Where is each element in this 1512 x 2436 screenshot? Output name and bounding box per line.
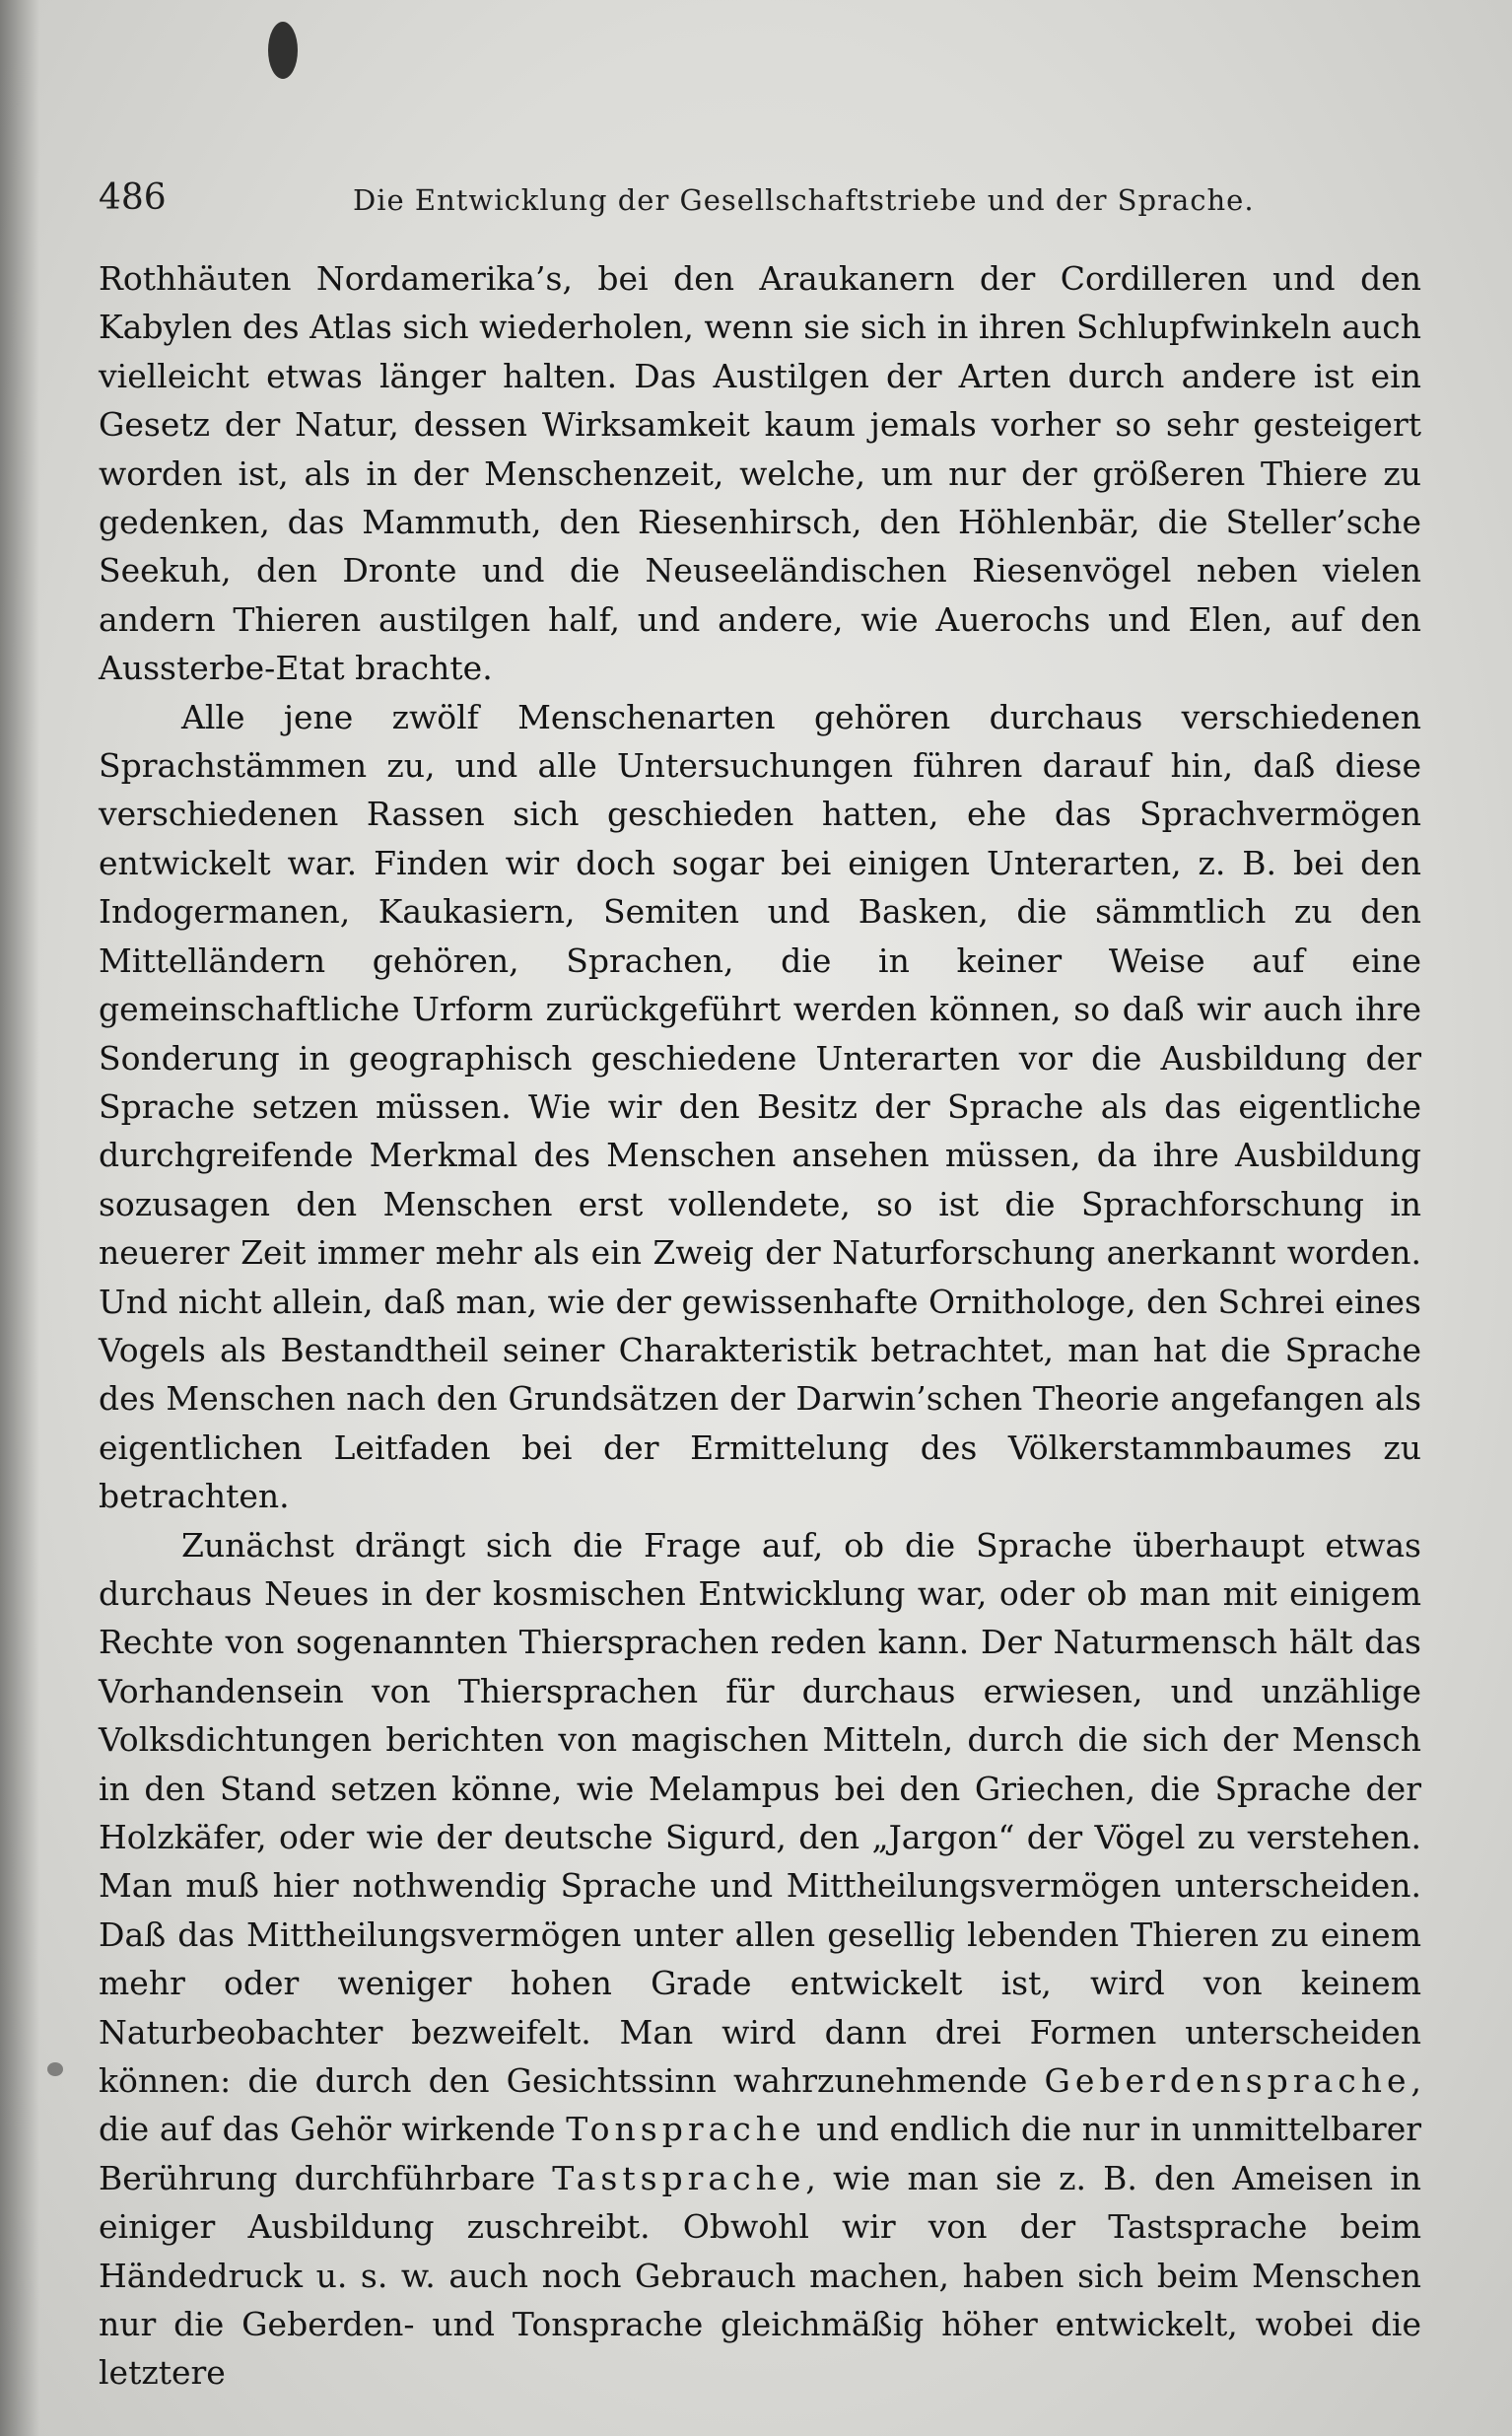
emphasized-term: Geberdensprache [1044, 2061, 1411, 2101]
paragraph: Rothhäuten Nordamerika’s, bei den Araukanern der Cordilleren und den Kabylen des Atlas sich wiederholen, wenn sie sich in ihren Schlupfwinkeln auch vielleicht etwas länger halten. Das Austilgen der Arten durch andere ist ein Gesetz der Natur, dessen Wirksamkeit kaum jemals vorher so sehr gesteigert worden ist, als in der Menschenzeit, welche, um nur der größeren Thiere zu gedenken, das Mammuth, den Riesenhirsch, den Höhlenbär, die Steller’sche Seekuh, den Dronte und die Neuseeländischen Riesenvögel neben vielen andern Thieren austilgen half, und andere, wie Auerochs und Elen, auf den Aussterbe-Etat brachte. [99, 259, 1421, 688]
page-number: 486 [99, 177, 167, 218]
emphasized-term: Tastsprache [552, 2158, 806, 2197]
running-title: Die Entwicklung der Gesellschaftstriebe und der Sprache. [353, 183, 1255, 217]
paragraph: Alle jene zwölf Menschenarten gehören durchaus verschiedenen Sprachstämmen zu, und alle Untersuchungen führen darauf hin, daß diese verschiedenen Rassen sich geschieden hatten, ehe das Sprachvermögen entwickelt war. Finden wir doch sogar bei einigen Unterarten, z. B. bei den Indogermanen, Kaukasiern, Semiten und Basken, die sämmtlich zu den Mittelländern gehören, Sprachen, die in keiner Weise auf eine gemeinschaftliche Urform zurückgeführt werden können, so daß wir auch ihre Sonderung in geographisch geschiedene Unterarten vor die Ausbildung der Sprache setzen müssen. Wie wir den Besitz der Sprache als das eigentliche durchgreifende Merkmal des Menschen ansehen müssen, da ihre Ausbildung sozusagen den Menschen erst vollendete, so ist die Sprachforschung in neuerer Zeit immer mehr als ein Zweig der Naturforschung anerkannt worden. Und nicht allein, daß man, wie der gewissenhafte Ornithologe, den Schrei eines Vogels als Bestandtheil seiner Charakteristik betrachtet, man hat die Sprache des Menschen nach den Grundsätzen der Darwin’schen Theorie angefangen als eigentlichen Leitfaden bei der Ermittelung des Völkerstammbaumes zu betrachten. [99, 697, 1421, 1516]
page-edge-shadow [0, 0, 39, 2436]
text-run: , wie man sie z. B. den Ameisen in einiger Ausbildung zuschreibt. Obwohl wir von der Tastsprache beim Händedruck u. s. w. auch noch Gebrauch machen, haben sich beim Menschen nur die Geberden- und Tonsprache gleichmäßig höher entwickelt, wobei die letztere [99, 2158, 1421, 2393]
text-run: Zunächst drängt sich die Frage auf, ob die Sprache überhaupt etwas durchaus Neues in der kosmischen Entwicklung war, oder ob man mit einigem Rechte von sogenannten Thiersprachen reden kann. Der Naturmensch hält das Vorhandensein von Thiersprachen für durchaus erwiesen, und unzählige Volksdichtungen berichten von magischen Mitteln, durch die sich der Mensch in den Stand setzen könne, wie Melampus bei den Griechen, die Sprache der Holzkäfer, oder wie der deutsche Sigurd, den „Jargon“ der Vögel zu verstehen. Man muß hier nothwendig Sprache und Mittheilungsvermögen unterscheiden. Daß das Mittheilungsvermögen unter allen gesellig lebenden Thieren zu einem mehr oder weniger hohen Grade entwickelt ist, wird von keinem Naturbeobachter bezweifelt. Man wird dann drei Formen unterscheiden können: die durch den Gesichtssinn wahrzunehmende [99, 1525, 1421, 2101]
text-run: und endlich die nur in unmittelbarer Berührung durchführbare [99, 2110, 1422, 2197]
emphasized-term: Tonsprache [566, 2110, 806, 2149]
text-run: , die auf das Gehör wirkende [99, 2061, 1421, 2149]
ink-blot [268, 22, 298, 79]
body-text [99, 254, 1421, 2398]
ink-blot [47, 2062, 63, 2076]
page-header [99, 177, 1419, 227]
paragraph [99, 1521, 1421, 2398]
